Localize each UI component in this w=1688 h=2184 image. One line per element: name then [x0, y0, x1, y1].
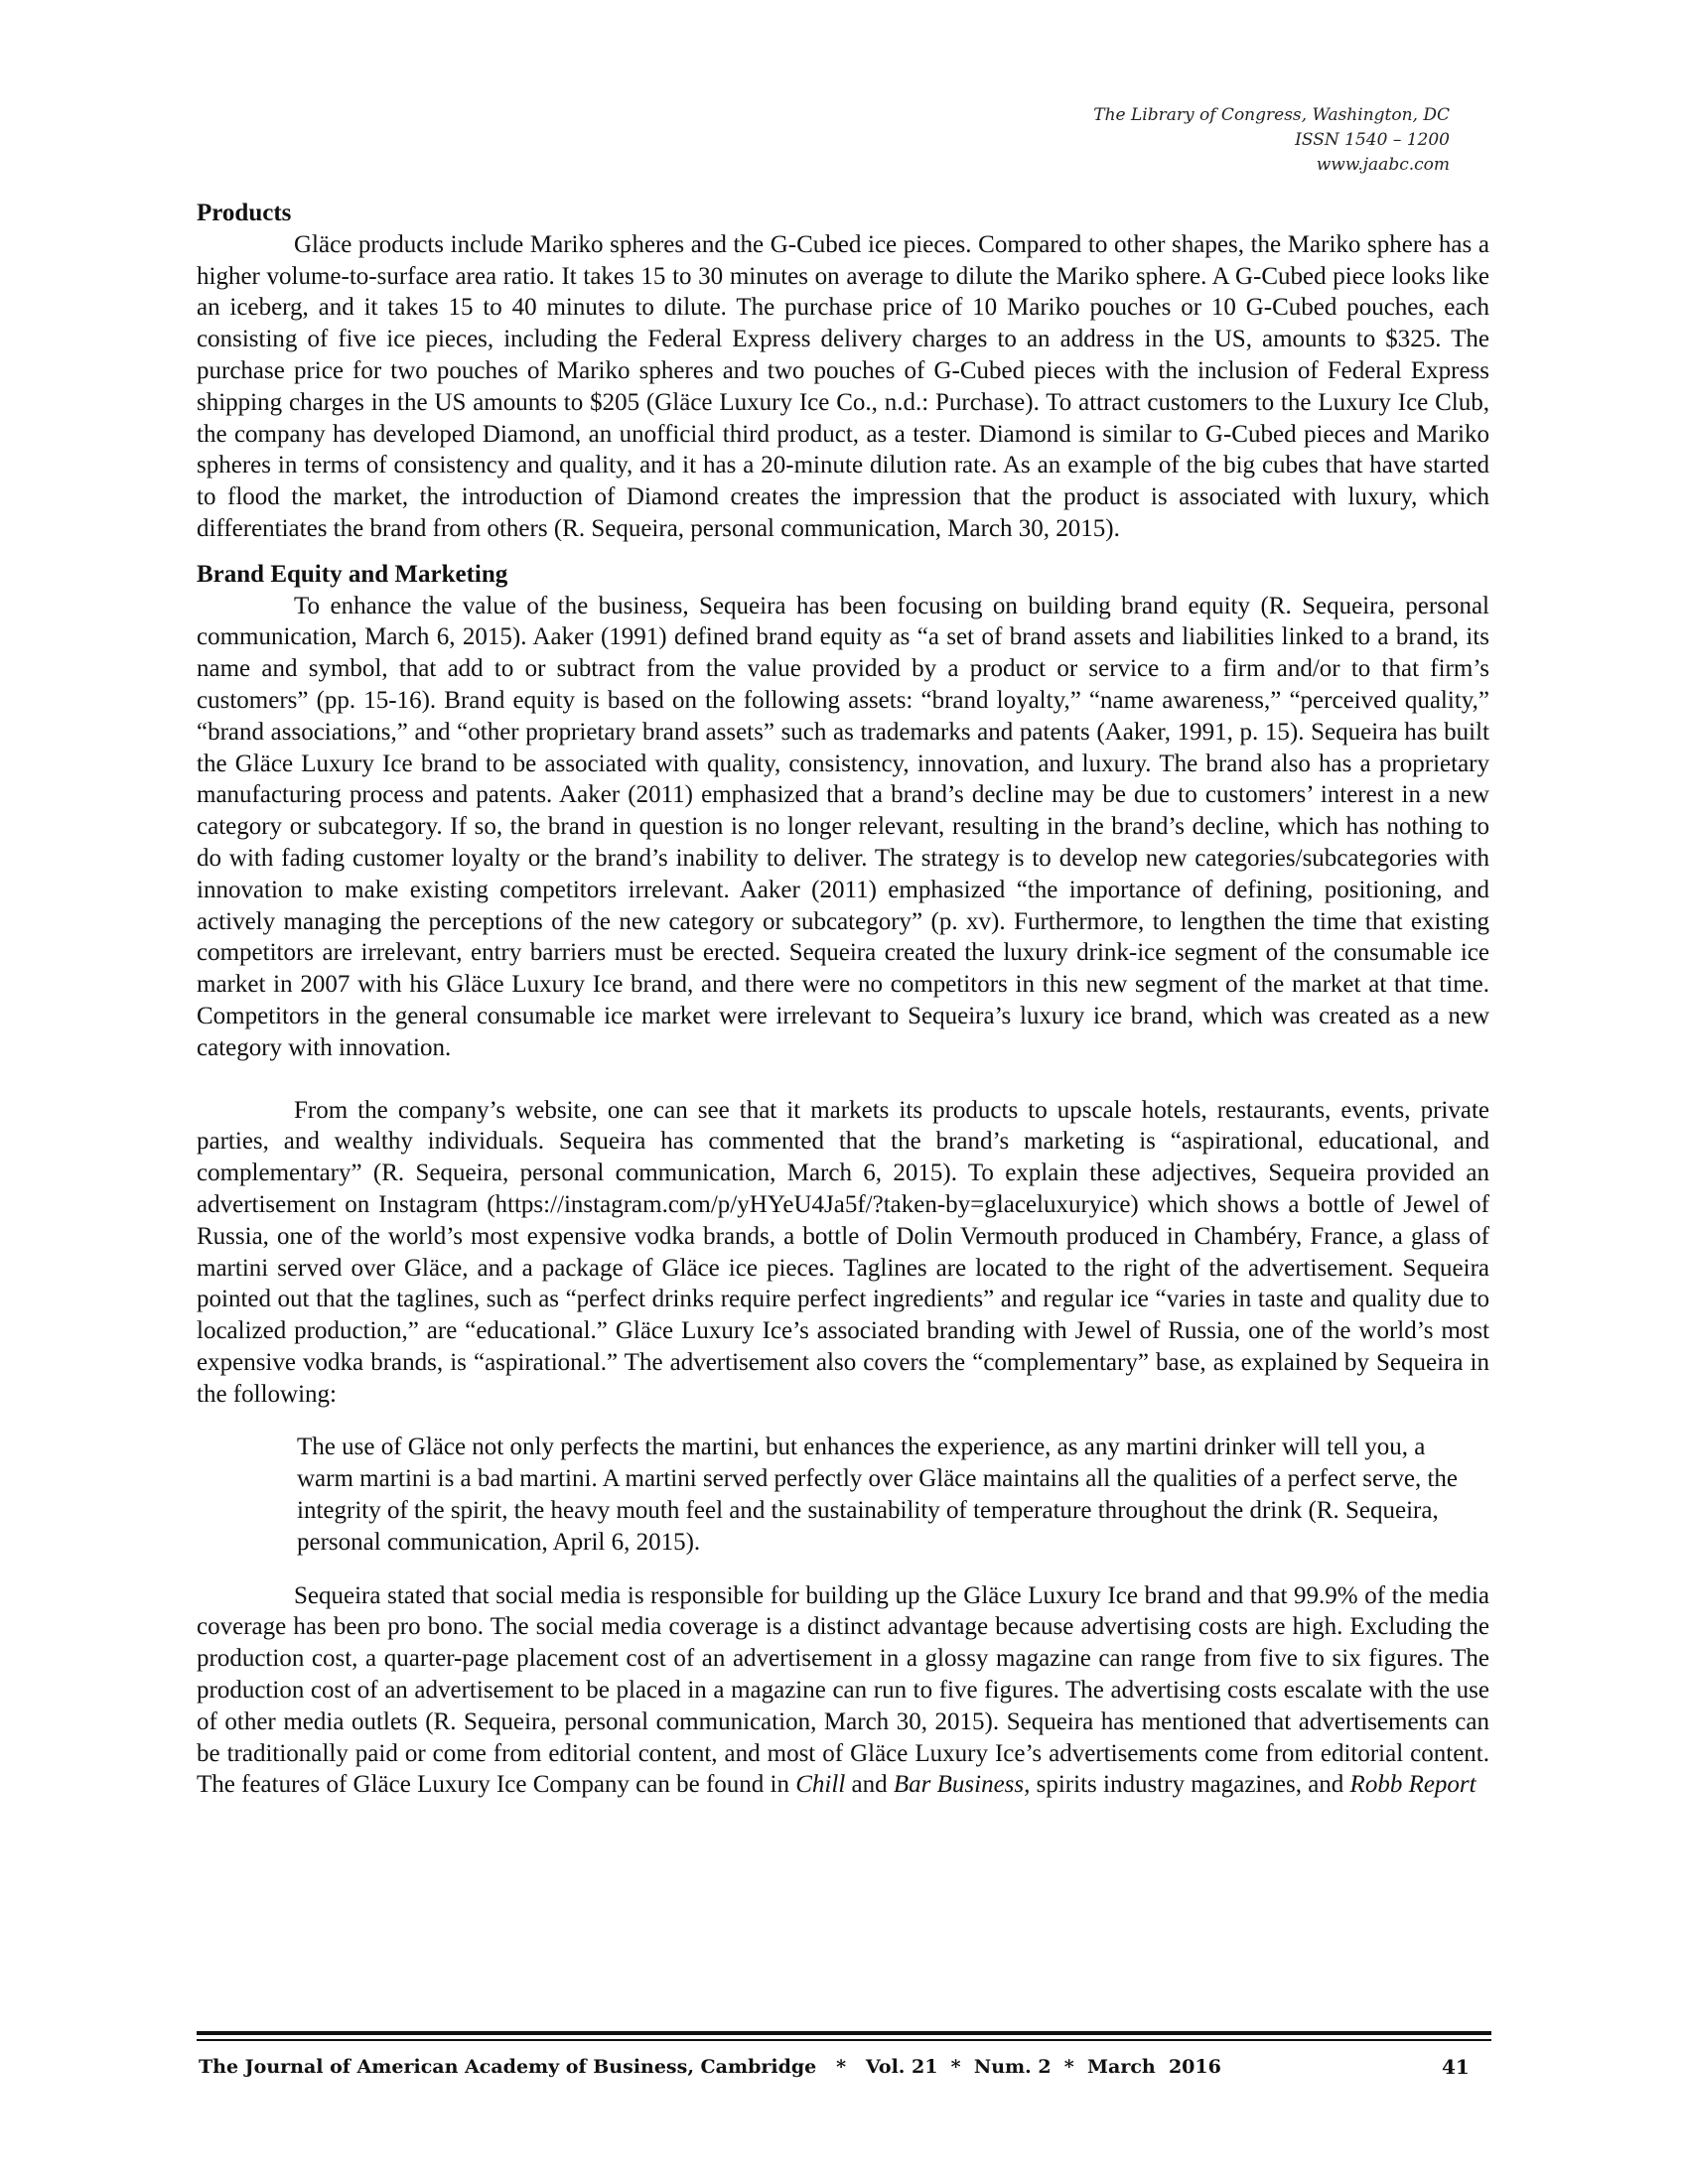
magazine-robb-report: Robb Report [1349, 1771, 1477, 1799]
paragraph-3-and: and [845, 1771, 894, 1799]
header-library: The Library of Congress, Washington, DC [1093, 105, 1450, 125]
products-paragraph: Gläce products include Mariko spheres and the G-Cubed ice pieces. Compared to other shapes, the Mariko sphere has a higher volume-to-surface area ratio. It takes 15 to 30 minutes on average to dilute the Mariko sphere. A G-Cubed piece looks like an iceberg, and it takes 15 to 40 minutes to dilute. The purchase price of 10 Mariko pouches or 10 G-Cubed pouches, each consisting of five ice pieces, including the Federal Express delivery charges to an address in the US, amounts to $325. The purchase price for two pouches of Mariko spheres and two pouches of G-Cubed pieces with the inclusion of Federal Express shipping charges in the US amounts to $205 (Gläce Luxury Ice Co., n.d.: Purchase). To attract customers to the Luxury Ice Club, the company has developed Diamond, an unofficial third product, as a tester. Diamond is similar to G-Cubed pieces and Mariko spheres in terms of consistency and quality, and it has a 20-minute dilution rate. As an example of the big cubes that have started to flood the market, the introduction of Diamond creates the impression that the product is associated with luxury, which differentiates the brand from others (R. Sequeira, personal communication, March 30, 2015). [197, 230, 1489, 542]
magazine-chill: Chill [795, 1771, 846, 1799]
paragraph-3-text: Sequeira stated that social media is responsible for building up the Gläce Luxury Ice brand and that 99.9% of the media coverage has been pro bono. The social media coverage is a distinct advantage because advertising costs are high. Excluding the production cost, a quarter-page placement cost of an advertisement in a glossy magazine can range from five to six figures. The production cost of an advertisement to be placed in a magazine can run to five figures. The advertising costs escalate with the use of other media outlets (R. Sequeira, personal communication, March 30, 2015). Sequeira has mentioned that advertisements can be traditionally paid or come from editorial content, and most of Gläce Luxury Ice’s advertisements come from editorial content. The features of Gläce Luxury Ice Company can be found in [197, 1581, 1489, 1799]
brand-equity-paragraph-2: From the company’s website, one can see that it markets its products to upscale hotels, restaurants, events, private parties, and wealthy individuals. Sequeira has commented that the brand’s marketing is “aspirational, educational, and complementary” (R. Sequeira, personal communication, March 6, 2015). To explain these adjectives, Sequeira provided an advertisement on Instagram (https://instagram.com/p/yHYeU4Ja5f/?taken-by=glaceluxuryice) which shows a bottle of Jewel of Russia, one of the world’s most expensive vodka brands, a bottle of Dolin Vermouth produced in Chambéry, France, a glass of martini served over Gläce, and a package of Gläce ice pieces. Taglines are located to the right of the advertisement. Sequeira pointed out that the taglines, such as “perfect drinks require perfect ingredients” and regular ice “varies in taste and quality due to localized production,” are “educational.” Gläce Luxury Ice’s associated branding with Jewel of Russia, one of the world’s most expensive vodka brands, is “aspirational.” The advertisement also covers the “complementary” base, as explained by Sequeira in the following: [197, 1096, 1489, 1408]
magazine-bar-business: Bar Business, [893, 1771, 1031, 1799]
running-header [1093, 103, 1450, 178]
footer-rule-thin [197, 2039, 1491, 2041]
block-quote: The use of Gläce not only perfects the martini, but enhances the experience, as any martini drinker will tell you, a warm martini is a bad martini. A martini served perfectly over Gläce maintains all the qualities of a perfect serve, the integrity of the spirit, the heavy mouth feel and the sustainability of temperature throughout the drink (R. Sequeira, personal communication, April 6, 2015). [297, 1433, 1459, 1556]
paragraph-3-mid: spirits industry magazines, and [1030, 1771, 1350, 1799]
brand-equity-paragraph-1: To enhance the value of the business, Sequeira has been focusing on building brand equity (R. Sequeira, personal communication, March 6, 2015). Aaker (1991) defined brand equity as “a set of brand assets and liabilities linked to a brand, its name and symbol, that add to or subtract from the value provided by a product or service to a firm and/or to that firm’s customers” (pp. 15-16). Brand equity is based on the following assets: “brand loyalty,” “name awareness,” “perceived quality,” “brand associations,” and “other proprietary brand assets” such as trademarks and patents (Aaker, 1991, p. 15). Sequeira has built the Gläce Luxury Ice brand to be associated with quality, consistency, innovation, and luxury. The brand also has a proprietary manufacturing process and patents. Aaker (2011) emphasized that a brand’s decline may be due to customers’ interest in a new category or subcategory. If so, the brand in question is no longer relevant, resulting in the brand’s decline, which has nothing to do with fading customer loyalty or the brand’s inability to deliver. The strategy is to develop new categories/subcategories with innovation to make existing competitors irrelevant. Aaker (2011) emphasized “the importance of defining, positioning, and actively managing the perceptions of the new category or subcategory” (p. xv). Furthermore, to lengthen the time that existing competitors are irrelevant, entry barriers must be erected. Sequeira created the luxury drink-ice segment of the consumable ice market in 2007 with his Gläce Luxury Ice brand, and there were no competitors in this new segment of the market at that time. Competitors in the general consumable ice market were irrelevant to Sequeira’s luxury ice brand, which was created as a new category with innovation. [197, 592, 1489, 1061]
footer-rule-thick [197, 2031, 1491, 2035]
brand-equity-paragraph-3 [197, 1580, 1489, 1802]
section-heading-brand-equity: Brand Equity and Marketing [197, 560, 508, 588]
header-website: www.jaabc.com [1316, 155, 1450, 175]
header-issn: ISSN 1540 – 1200 [1295, 130, 1450, 150]
section-heading-products: Products [197, 200, 292, 226]
page-number: 41 [1442, 2055, 1470, 2079]
journal-footer: The Journal of American Academy of Business, Cambridge * Vol. 21 * Num. 2 * March 2016 [199, 2056, 1221, 2078]
article-body [197, 198, 1489, 1801]
